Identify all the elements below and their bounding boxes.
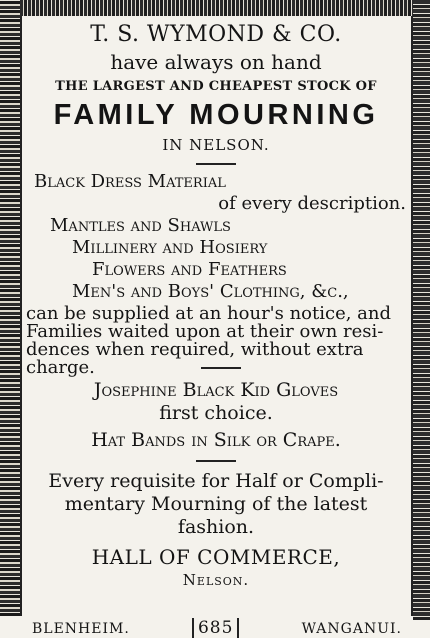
headline: FAMILY MOURNING	[53, 99, 379, 131]
hall-of-commerce: HALL OF COMMERCE,	[91, 545, 341, 569]
item-clothing: Men's and Boys' Clothing, &c.,	[72, 281, 349, 302]
stock-line: THE LARGEST AND CHEAPEST STOCK OF	[55, 79, 377, 94]
body-line: can be supplied at an hour's notice, and	[26, 303, 392, 324]
item-millinery: Millinery and Hosiery	[72, 237, 268, 258]
requisite-line: fashion.	[177, 516, 255, 538]
hat-bands: Hat Bands in Silk or Crape.	[91, 429, 341, 451]
item-description: of every description.	[218, 193, 406, 214]
ornamental-border-top	[0, 0, 430, 16]
ornamental-border-right	[413, 0, 430, 620]
divider	[196, 163, 236, 165]
reference-number: 685	[192, 618, 239, 638]
gloves-quality: first choice.	[159, 402, 273, 424]
gloves-line: Josephine Black Kid Gloves	[93, 379, 339, 401]
body-line: charge.	[26, 357, 95, 378]
ornamental-border-left	[0, 0, 20, 616]
requisite-line: mentary Mourning of the latest	[64, 493, 368, 515]
footer-blenheim: BLENHEIM.	[32, 621, 130, 637]
divider	[196, 460, 236, 462]
divider	[201, 367, 241, 369]
requisite-line: Every requisite for Half or Compli-	[48, 470, 384, 492]
footer	[32, 618, 402, 638]
item-mantles: Mantles and Shawls	[50, 215, 231, 236]
body-line: dences when required, without extra	[26, 339, 364, 360]
footer-wanganui: WANGANUI.	[301, 621, 402, 637]
hall-location: Nelson.	[182, 571, 250, 589]
border-edge-right	[411, 16, 413, 616]
body-line: Families waited upon at their own resi-	[26, 321, 384, 342]
item-flowers: Flowers and Feathers	[92, 259, 287, 280]
firm-name: T. S. WYMOND & CO.	[90, 22, 342, 47]
advertisement-body	[26, 18, 406, 588]
tagline: have always on hand	[110, 50, 322, 74]
location: IN NELSON.	[162, 136, 270, 154]
item-dress-material: Black Dress Material	[34, 171, 226, 192]
border-edge-left	[20, 16, 22, 616]
